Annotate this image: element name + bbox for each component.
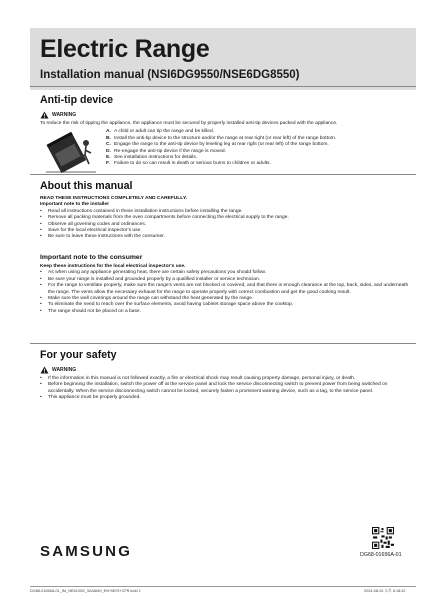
list-item: • Be sure your range is installed and grounded properly by a qualified installer or service technician. xyxy=(40,277,412,283)
about-heading: About this manual xyxy=(40,180,133,192)
list-item: • To eliminate the need to reach over the surface elements, avoid having cabinet storage space above the cooktop. xyxy=(40,302,412,308)
list-item: • Before beginning the installation, switch the power off at the service panel and lock the service disconnecting switch to prevent power from being switched on accidentally. When the service disconnecting switch cannot be locked, securely fasten a prominent warning device, such as a tag, to the service panel. xyxy=(40,382,412,395)
samsung-logo: SAMSUNG xyxy=(40,543,133,560)
list-item: D. Re-engage the anti-tip device if the range is moved. xyxy=(106,148,227,154)
read-instructions-note: READ THESE INSTRUCTIONS COMPLETELY AND CAREFULLY. xyxy=(40,196,187,201)
document-subtitle: Installation manual (NSI6DG9550/NSE6DG8550) xyxy=(40,69,300,81)
list-item: • The range should not be placed on a base. xyxy=(40,309,412,315)
list-item: • Observe all governing codes and ordinances. xyxy=(40,222,412,228)
installer-bullets xyxy=(40,209,412,241)
safety-bullets xyxy=(40,376,412,402)
anti-tip-intro: To reduce the risk of tipping the appliance, the appliance must be secured by properly installed anti-tip devices packed with the appliance. xyxy=(40,121,338,126)
list-item: • Save for the local electrical inspector's use. xyxy=(40,228,412,234)
consumer-heading: Important note to the consumer xyxy=(40,254,143,261)
anti-tip-body xyxy=(40,129,412,175)
list-item: A. A child or adult can tip the range and be killed. xyxy=(106,129,215,135)
anti-tip-warning xyxy=(40,111,412,119)
consumer-section xyxy=(40,254,412,315)
section-rule xyxy=(30,174,416,175)
safety-warning xyxy=(40,366,412,374)
list-item: • Read all instructions contained in these installation instructions before installing the range. xyxy=(40,209,412,215)
qr-code-icon xyxy=(372,527,394,549)
safety-heading: For your safety xyxy=(40,349,117,361)
list-item: • Make sure the wall coverings around the range can withstand the heat generated by the range. xyxy=(40,296,412,302)
list-item: C. Engage the range to the anti-tip device by leveling leg at rear right (or rear left) of the range bottom. xyxy=(106,142,329,148)
safety-section xyxy=(40,349,412,402)
list-item: • Be sure to leave these instructions with the consumer. xyxy=(40,234,412,240)
document-code: DG68-01656A-01 xyxy=(360,552,402,558)
section-rule xyxy=(30,343,416,344)
anti-tip-heading: Anti-tip device xyxy=(40,94,113,106)
about-section xyxy=(40,180,412,241)
installer-note-heading: Important note to the installer xyxy=(40,202,110,208)
list-item: • For the range to ventilate properly, make sure the range's vents are not blocked or covered, and that there is enough clearance at the top, back, sides, and underneath the range. The vents allow the necessary exhaust for the range to operate properly with correct combustion and get the good cooking result. xyxy=(40,283,412,296)
anti-tip-section xyxy=(40,94,412,175)
warning-label: WARNING xyxy=(52,112,77,118)
list-item: • This appliance must be properly grounded. xyxy=(40,395,412,401)
print-timestamp: 2024-08-24 오후 6:18:32 xyxy=(364,589,406,593)
list-item: • If the information in this manual is not followed exactly, a fire or electrical shock may result causing property damage, personal injury, or death. xyxy=(40,376,412,382)
warning-label: WARNING xyxy=(52,367,77,373)
warning-icon xyxy=(40,111,49,119)
print-file-info: DG68-01656A-01_IM_NE6100G_9A3AM0_EN+MES+CFR.indd 1 xyxy=(30,589,141,593)
list-item: E. See installation instructions for details. xyxy=(106,155,198,161)
warning-icon xyxy=(40,366,49,374)
consumer-bullets xyxy=(40,270,412,315)
list-item: • Remove all packing materials from the oven compartments before connecting the electrical supply to the range. xyxy=(40,215,412,221)
consumer-keep-note: Keep these instructions for the local electrical inspector's use. xyxy=(40,264,186,269)
tipping-range-illustration xyxy=(40,131,98,175)
list-item: F. Failure to do so can result in death or serious burns to children or adults. xyxy=(106,161,271,167)
document-title: Electric Range xyxy=(40,35,210,63)
subtitle-rule xyxy=(30,86,416,87)
list-item: • As when using any appliance generating heat, there are certain safety precautions you should follow. xyxy=(40,270,412,276)
list-item: B. Install the anti-tip device to the structure and/or the range at rear right (or rear left) of the range bottom. xyxy=(106,135,337,141)
anti-tip-list xyxy=(106,129,336,175)
print-footer-rule xyxy=(30,586,416,587)
